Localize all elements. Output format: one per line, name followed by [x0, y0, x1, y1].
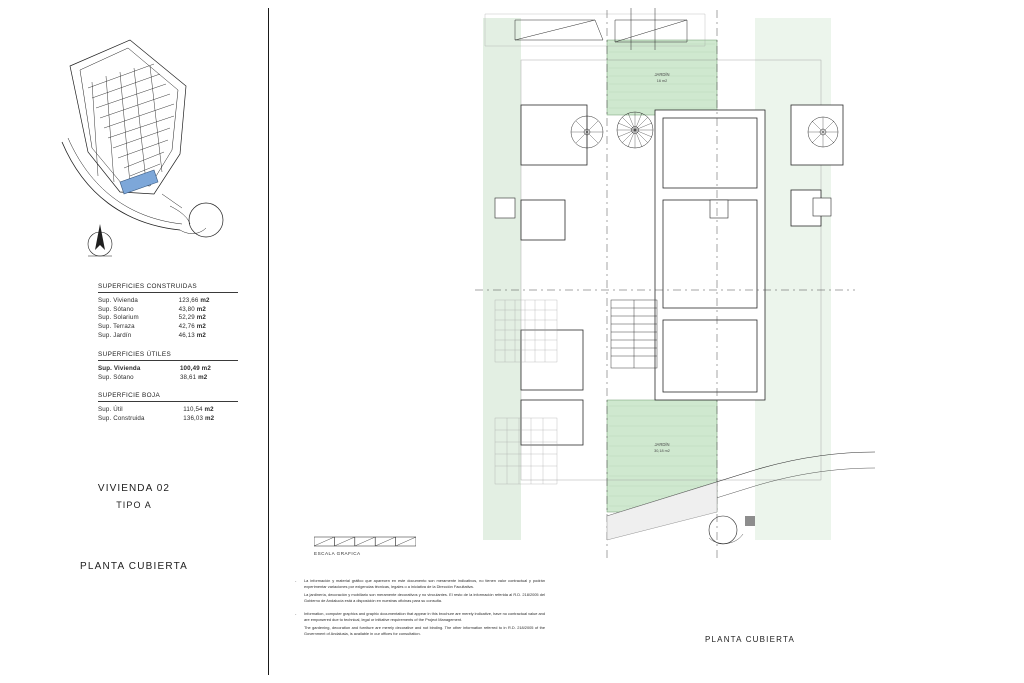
left-info-column [0, 0, 268, 683]
area-label: Sup. Solarium [98, 314, 139, 322]
area-group [98, 351, 238, 382]
divider-line [98, 360, 238, 361]
area-value: 100,49 m2 [179, 364, 211, 372]
area-value: 38,61 m2 [179, 373, 208, 381]
page-title: VIVIENDA 02 [97, 483, 171, 494]
table-row [98, 364, 238, 373]
disclaimer-block-en [295, 611, 545, 639]
area-label: Sup. Útil [98, 406, 123, 414]
area-label: Sup. Sótano [98, 305, 134, 313]
scale-bar-caption: ESCALA GRAFICA [314, 551, 361, 556]
area-value: 123,66 m2 [178, 296, 210, 304]
area-value: 46,13 m2 [178, 332, 206, 340]
area-value: 43,80 m2 [178, 305, 206, 313]
plan-title-right: PLANTA CUBIERTA [704, 635, 796, 644]
area-value: 110,54 m2 [183, 406, 214, 414]
disclaimer-paragraph: La información y material gráfico que aparecen en este documento son meramente indicativos, no tienen valor contractual y podrán experimentar variaciones por exigencias técnicas, legales o a iniciativa de la Dirección Facultativa. [304, 578, 545, 590]
graphic-scale-bar [314, 535, 416, 556]
table-row [98, 331, 238, 340]
area-group-title: SUPERFICIES CONSTRUIDAS [98, 283, 197, 290]
disclaimer-paragraph: Information, computer graphics and graphic documentation that appear in this brochure are merely indicative, have no contractual value and are empowered due to technical, legal or initiative requirements of the Project Management. [304, 611, 545, 623]
area-label: Sup. Construida [98, 415, 145, 423]
area-group [98, 283, 238, 340]
table-row [98, 314, 238, 323]
roof-plan-drawing [455, 0, 1024, 600]
area-value: 42,76 m2 [178, 323, 206, 331]
unit-type-label: TIPO A [116, 500, 152, 510]
area-label: Sup. Terraza [98, 323, 135, 331]
garden-label-1-line2: 16 m2 [656, 79, 668, 83]
table-row [98, 414, 238, 423]
bullet-marker: - [295, 578, 297, 583]
divider-line [98, 292, 238, 293]
area-label: Sup. Vivienda [98, 296, 139, 304]
garden-label-2-line1: JARDÍN [654, 442, 670, 447]
site-key-plan [58, 24, 258, 239]
garden-label-1-line1: JARDÍN [654, 72, 670, 77]
table-row [98, 305, 238, 314]
garden-label-2-line2: 30,18 m2 [654, 449, 670, 453]
disclaimer-paragraph: The gardening, decoration and furniture are merely decorative and not binding. The other information referred to in R.D. 218/2005 of the Government of Andalusia, is available in our offices for consultation. [304, 625, 545, 637]
table-row [98, 373, 238, 382]
area-value: 136,03 m2 [183, 415, 215, 423]
disclaimer-paragraph: La jardinería, decoración y mobiliario son meramente decorativos y no vinculantes. El resto de la información referida al R.D. 218/2005 del Gobierno de Andalucía está a disposición en nuestras oficinas para su consulta. [304, 592, 545, 604]
area-group-title: SUPERFICIE BOJA [98, 392, 161, 400]
area-label: Sup. Sótano [98, 373, 134, 381]
table-row [98, 322, 238, 331]
area-group-title: SUPERFICIES ÚTILES [98, 350, 172, 358]
table-row [98, 296, 238, 305]
north-arrow-icon [78, 218, 122, 262]
divider-line [98, 401, 238, 402]
area-label: Sup. Jardín [98, 332, 132, 340]
area-label: Sup. Vivienda [98, 364, 141, 372]
area-group [98, 392, 238, 423]
plan-title-left: PLANTA CUBIERTA [79, 561, 189, 572]
bullet-marker: - [295, 611, 297, 617]
vertical-divider [268, 8, 269, 675]
table-row [98, 405, 238, 414]
area-value: 52,29 m2 [178, 314, 206, 322]
area-schedule [98, 283, 238, 434]
